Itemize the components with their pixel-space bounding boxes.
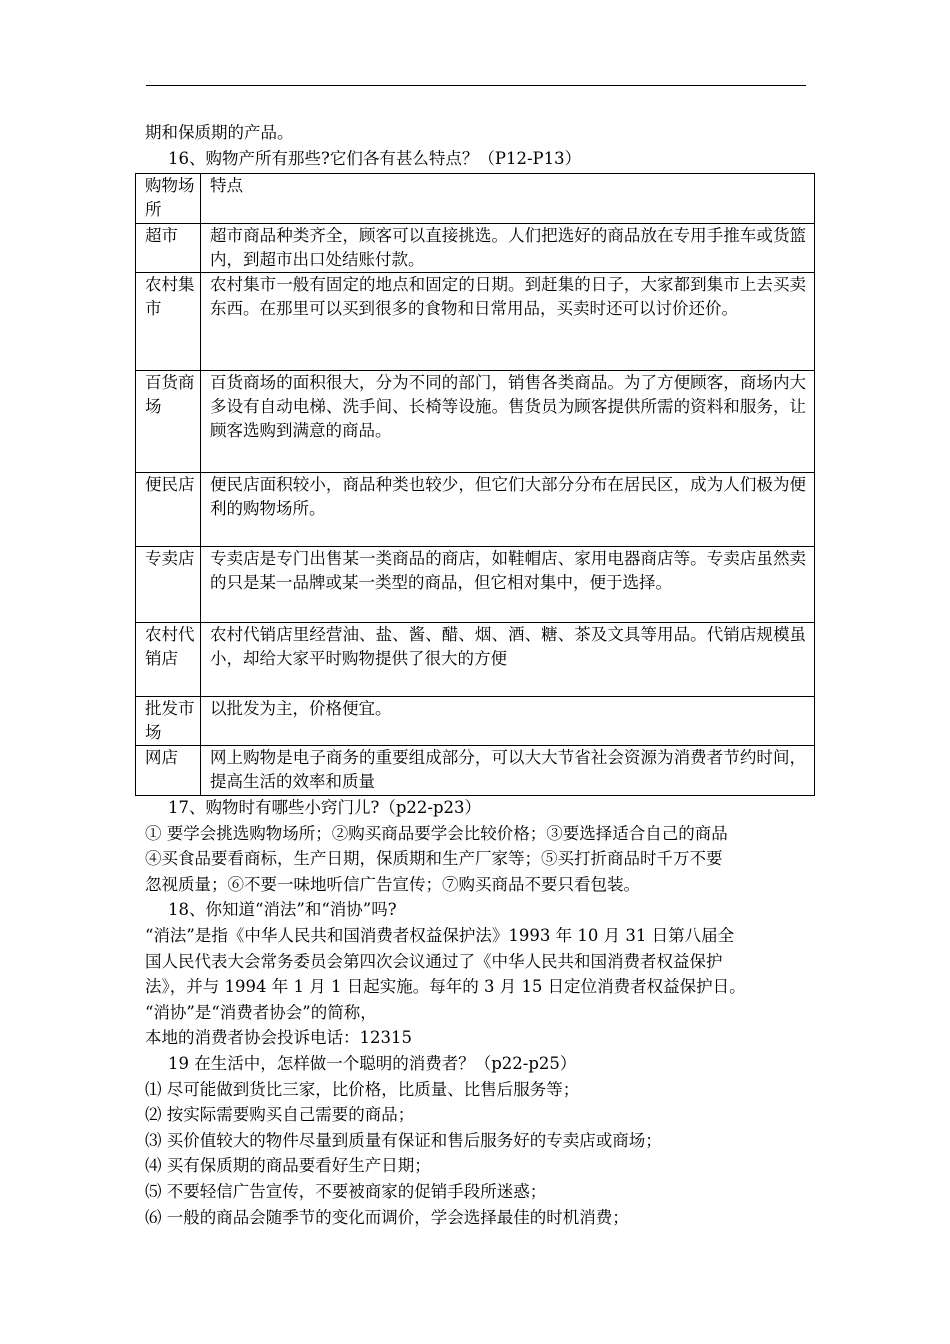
row-desc: 以批发为主，价格便宜。 — [201, 697, 815, 746]
row-place: 批发市场 — [136, 697, 201, 746]
table-row — [136, 371, 815, 473]
text-line: ⑵ 按实际需要购买自己需要的商品； — [145, 1105, 415, 1125]
table-row — [136, 547, 815, 623]
text-line: 17、购物时有哪些小窍门儿?（p22-p23） — [168, 798, 482, 817]
row-desc: 便民店面积较小，商品种类也较少，但它们大部分分布在居民区，成为人们极为便利的购物场所。 — [201, 473, 815, 547]
table-row — [136, 273, 815, 371]
row-place: 网店 — [136, 746, 201, 796]
text-line: 法》，并与 1994 年 1 月 1 日起实施。每年的 3 月 15 日定位消费者权益保护日。 — [145, 977, 746, 997]
row-desc: 网上购物是电子商务的重要组成部分，可以大大节省社会资源为消费者节约时间，提高生活的效率和质量 — [201, 746, 815, 796]
text-line: 19 在生活中，怎样做一个聪明的消费者？（p22-p25） — [168, 1054, 577, 1073]
row-desc: 超市商品种类齐全，顾客可以直接挑选。人们把选好的商品放在专用手推车或货篮内，到超市出口处结账付款。 — [201, 224, 815, 273]
text-line: ⑴ 尽可能做到货比三家，比价格，比质量、比售后服务等； — [145, 1079, 580, 1099]
text-line: 本地的消费者协会投诉电话：12315 — [145, 1028, 412, 1048]
row-place: 农村集市 — [136, 273, 201, 371]
text-line: “消协”是“消费者协会”的简称， — [145, 1002, 377, 1022]
table-header-row — [136, 174, 815, 224]
table-row — [136, 746, 815, 796]
row-desc: 专卖店是专门出售某一类商品的商店，如鞋帽店、家用电器商店等。专卖店虽然卖的只是某一品牌或某一类型的商品，但它相对集中，便于选择。 — [201, 547, 815, 623]
question-16: 16、购物产所有那些?它们各有甚么特点？（P12-P13） — [168, 149, 582, 168]
text-line: ⑷ 买有保质期的商品要看好生产日期； — [145, 1156, 431, 1176]
row-place: 超市 — [136, 224, 201, 273]
row-place: 专卖店 — [136, 547, 201, 623]
text-line: ⑹ 一般的商品会随季节的变化而调价，学会选择最佳的时机消费； — [145, 1207, 629, 1227]
header-desc: 特点 — [201, 174, 815, 224]
row-desc: 农村集市一般有固定的地点和固定的日期。到赶集的日子，大家都到集市上去买卖东西。在那里可以买到很多的食物和日常用品，买卖时还可以讨价还价。 — [201, 273, 815, 371]
text-line: ④买食品要看商标，生产日期，保质期和生产厂家等；⑤买打折商品时千万不要 — [145, 849, 723, 869]
text-line: 国人民代表大会常务委员会第四次会议通过了《中华人民共和国消费者权益保护 — [145, 951, 723, 971]
text-line: 期和保质期的产品。 — [145, 123, 294, 142]
text-line: ⑶ 买价值较大的物件尽量到质量有保证和售后服务好的专卖店或商场； — [145, 1130, 662, 1150]
shopping-places-table — [135, 173, 815, 796]
row-desc: 百货商场的面积很大，分为不同的部门，销售各类商品。为了方便顾客，商场内大多设有自动电梯、洗手间、长椅等设施。售货员为顾客提供所需的资料和服务，让顾客选购到满意的商品。 — [201, 371, 815, 473]
table-row — [136, 224, 815, 273]
text-line: 忽视质量；⑥不要一味地听信广告宣传；⑦购买商品不要只看包装。 — [145, 874, 640, 894]
table-row — [136, 623, 815, 697]
table-row — [136, 697, 815, 746]
row-desc: 农村代销店里经营油、盐、酱、醋、烟、酒、糖、茶及文具等用品。代销店规模虽小，却给大家平时购物提供了很大的方便 — [201, 623, 815, 697]
text-line: “消法”是指《中华人民共和国消费者权益保护法》1993 年 10 月 31 日第八届全 — [145, 926, 735, 945]
row-place: 便民店 — [136, 473, 201, 547]
row-place: 百货商场 — [136, 371, 201, 473]
header-place: 购物场所 — [136, 174, 201, 224]
text-line: ① 要学会挑选购物场所；②购买商品要学会比较价格；③要选择适合自己的商品 — [145, 823, 728, 843]
text-line: ⑸ 不要轻信广告宣传，不要被商家的促销手段所迷惑； — [145, 1182, 547, 1201]
row-place: 农村代销店 — [136, 623, 201, 697]
text-line: 18、你知道“消法”和“消协”吗? — [168, 900, 397, 920]
table-row — [136, 473, 815, 547]
header-rule — [146, 85, 806, 86]
